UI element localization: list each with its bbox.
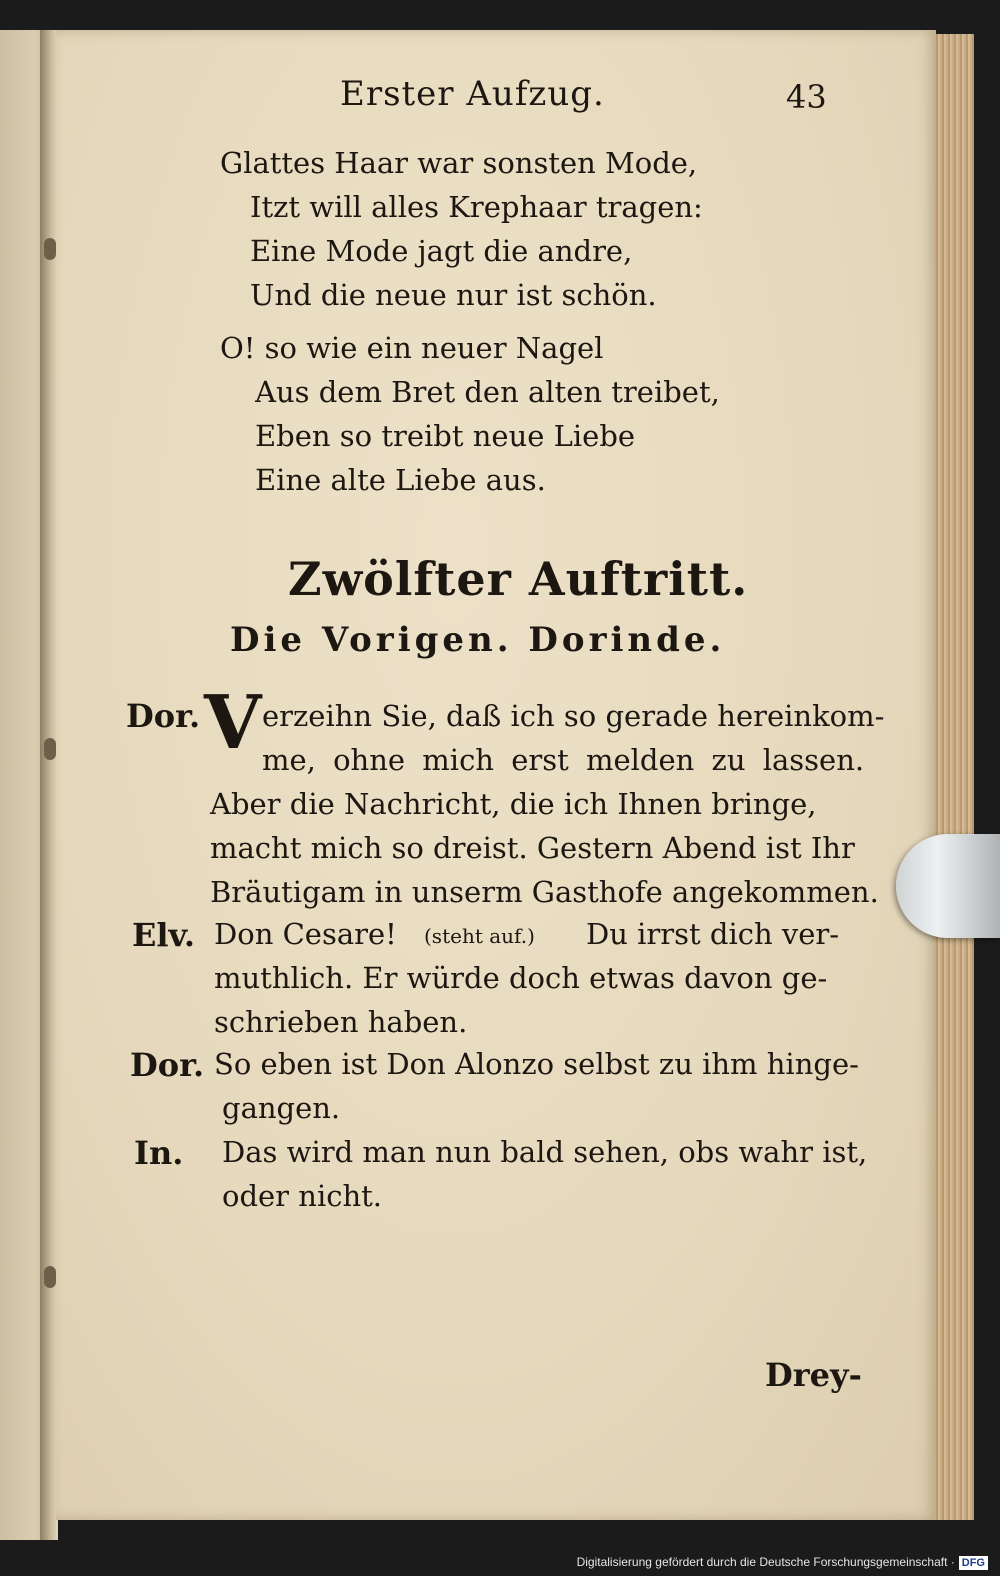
dfg-logo: DFG [959, 1556, 988, 1570]
verse-line: O! so wie ein neuer Nagel [220, 331, 604, 365]
verse-line: Eben so treibt neue Liebe [255, 419, 636, 453]
dialogue-line: me, ohne mich erst melden zu lassen. [262, 743, 865, 777]
page-clip [896, 834, 1000, 938]
verse-line: Itzt will alles Krephaar tragen: [250, 190, 703, 224]
dialogue-line: Bräutigam in unserm Gasthofe angekommen. [210, 875, 879, 909]
speaker-label: In. [134, 1134, 184, 1172]
dialogue-line: schrieben haben. [214, 1005, 468, 1039]
dialogue-line: macht mich so dreist. Gestern Abend ist Ihr [210, 831, 855, 865]
dialogue-line: Du irrst dich ver- [586, 917, 840, 951]
dialogue-line: Don Cesare! [214, 917, 397, 951]
dialogue-line: erzeihn Sie, daß ich so gerade hereinkom- [262, 699, 885, 733]
verse-line: Glattes Haar war sonsten Mode, [220, 146, 698, 180]
running-head: Erster Aufzug. [340, 74, 605, 114]
dialogue-line: Aber die Nachricht, die ich Ihnen bringe, [210, 787, 817, 821]
stage-direction: (steht auf.) [424, 924, 535, 948]
verse-line: Und die neue nur ist schön. [250, 278, 657, 312]
scene-cast: Die Vorigen. Dorinde. [230, 620, 726, 660]
speaker-label: Dor. [130, 1046, 205, 1084]
scene-title: Zwölfter Auftritt. [288, 552, 749, 606]
binding-stitch [44, 1266, 56, 1288]
digitization-credit [0, 1548, 1000, 1576]
catchword: Drey- [765, 1356, 862, 1394]
verse-line: Eine alte Liebe aus. [255, 463, 546, 497]
page-fore-edge [934, 34, 974, 1520]
dialogue-line: Das wird man nun bald sehen, obs wahr ist, [222, 1135, 868, 1169]
dialogue-line: muthlich. Er würde doch etwas davon ge- [214, 961, 828, 995]
dialogue-line: gangen. [222, 1091, 341, 1125]
dialogue-line: So eben ist Don Alonzo selbst zu ihm hinge- [214, 1047, 859, 1081]
verse-line: Aus dem Bret den alten treibet, [255, 375, 720, 409]
page-number: 43 [786, 78, 827, 116]
verse-line: Eine Mode jagt die andre, [250, 234, 633, 268]
credit-text: Digitalisierung gefördert durch die Deutsche Forschungsgemeinschaft · [576, 1555, 955, 1569]
dialogue-line: oder nicht. [222, 1179, 383, 1213]
speaker-label: Dor. [126, 697, 201, 735]
speaker-label: Elv. [132, 916, 196, 954]
binding-stitch [44, 738, 56, 760]
binding-stitch [44, 238, 56, 260]
drop-capital: V [204, 680, 262, 766]
